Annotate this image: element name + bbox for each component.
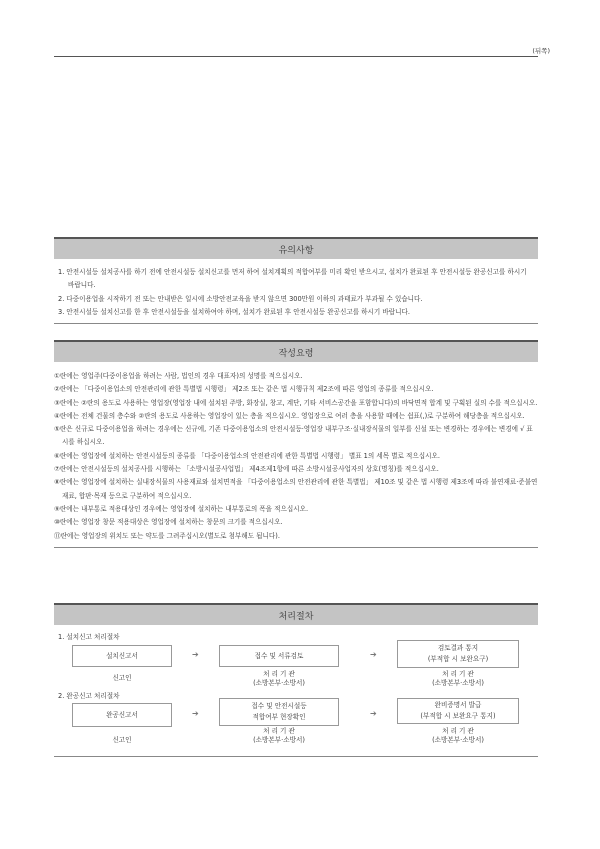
guide-item: ⑪란에는 영업장의 위치도 또는 약도를 그려주십시오(별도로 첨부해도 됩니다). <box>54 531 280 540</box>
step-line: 적합여부 현장확인 <box>252 713 306 721</box>
step-caption: 처 리 기 관 (소방본부·소방서) <box>432 727 484 744</box>
guide-item: ⑥란에는 영업장에 설치하는 안전시설등의 종류를 「다중이용업소의 안전관리에 관한 특별법 시행령」 별표 1의 세목 별로 적으십시오. <box>54 451 440 460</box>
flow-step-box <box>72 645 172 667</box>
notice-title: 유의사항 <box>54 237 538 259</box>
guide-item: ④란에는 전체 건물의 층수와 ②란의 용도로 사용하는 영업장이 있는 층을 적으십시오. 영업장으로 여러 층을 사용할 때에는 쉼표(,)로 구분하여 해당층을 적으십시오. <box>54 411 525 420</box>
page-side-label: (뒤쪽) <box>532 47 550 55</box>
step-caption: 처 리 기 관 (소방본부·소방서) <box>253 727 305 744</box>
arrow-right-icon: ➔ <box>370 650 377 659</box>
notice-divider <box>54 323 538 324</box>
procedure-title: 처리절차 <box>54 603 538 625</box>
arrow-right-icon: ➔ <box>192 650 199 659</box>
step-caption: 신고인 <box>112 736 132 744</box>
step-line: 설치신고서 <box>106 651 138 660</box>
flow-title-completion: 2. 완공신고 처리절차 <box>58 692 120 700</box>
guide-item: ②란에는 「다중이용업소의 안전관리에 관한 특별법 시행령」 제2조 또는 같은 법 시행규칙 제2조에 따른 영업의 종류를 적으십시오. <box>54 385 434 394</box>
guide-item: ⑤란은 신규로 다중이용업을 하려는 경우에는 신규에, 기존 다중이용업소의 안전시설등·영업장 내부구조·실내장식물의 일부를 신설 또는 변경하는 경우에는 변경에 √ 표시를 하십시오. <box>54 425 533 447</box>
flow-step-box <box>72 703 172 727</box>
flow-install <box>54 641 538 687</box>
arrow-right-icon: ➔ <box>192 709 199 718</box>
flow-step-box <box>219 645 339 667</box>
procedure-divider <box>54 756 538 757</box>
guide-item: ③란에는 ②란의 용도로 사용하는 영업장(영업장 내에 설치된 주방, 화장실, 창고, 계단, 기타 서비스공간을 포함합니다)의 바닥면적 합계 및 구획된 실의 수를 적으십시오. <box>54 398 538 407</box>
step-line: 완공신고서 <box>106 710 138 719</box>
guide-item: ⑦란에는 안전시설등의 설치공사를 시행하는 「소방시설공사업법」 제4조제1항에 따른 소방시설공사업자의 상호(명칭)를 적으십시오. <box>54 465 439 474</box>
step-line: 접수 및 서류검토 <box>254 651 304 660</box>
guide-title: 작성요령 <box>54 340 538 362</box>
guide-item: ⑧란에는 영업장에 설치하는 실내장식물의 사용재료와 설치면적을 「다중이용업소의 안전관리에 관한 특별법」 제10조 및 같은 법 시행령 제3조에 따라 불연재료·준불연재료, 합판·목재 등으로 구분하여 적으십시오. <box>54 478 538 500</box>
notice-item: 3. 안전시설등 설치신고를 한 후 안전시설등을 설치하여야 하며, 설치가 완료된 후 안전시설등 완공신고를 하시기 바랍니다. <box>58 307 410 316</box>
step-line: (부적합 시 보완요구 통지) <box>420 712 496 720</box>
notice-section <box>54 237 538 324</box>
guide-divider <box>54 547 538 548</box>
notice-item: 2. 다중이용업을 시작하기 전 또는 안내받은 일시에 소방안전교육을 받지 않으면 300만원 이하의 과태료가 부과될 수 있습니다. <box>58 294 423 303</box>
guide-item: ⑩란에는 영업장 창문 적용대상은 영업장에 설치하는 창문의 크기를 적으십시오. <box>54 518 283 527</box>
flow-completion <box>54 700 538 750</box>
procedure-section <box>54 603 538 757</box>
notice-item: 1. 안전시설등 설치공사를 하기 전에 안전시설등 설치신고를 먼저 하여 설치계획의 적합여부를 미리 확인 받으시고, 설치가 완료된 후 안전시설등 완공신고를 하시기 바랍니다. <box>58 268 527 290</box>
flow-step-box <box>397 698 519 724</box>
guide-section <box>54 340 538 548</box>
step-caption: 신고인 <box>112 674 132 682</box>
step-caption: 처 리 기 관 (소방본부·소방서) <box>253 670 305 687</box>
top-rule <box>54 56 538 57</box>
flow-step-box <box>397 640 519 668</box>
flow-step-box <box>219 698 339 726</box>
step-line: 완비증명서 발급 <box>434 701 482 709</box>
arrow-right-icon: ➔ <box>370 709 377 718</box>
step-line: 검토결과 통지 <box>437 644 479 652</box>
step-line: (부적합 시 보완요구) <box>427 655 489 663</box>
step-caption: 처 리 기 관 (소방본부·소방서) <box>432 670 484 687</box>
step-line: 접수 및 안전시설등 <box>251 702 307 710</box>
guide-item: ①란에는 영업주(다중이용업을 하려는 사람, 법인의 경우 대표자)의 성명를 적으십시오. <box>54 372 303 380</box>
flow-title-install: 1. 설치신고 처리절차 <box>58 633 120 641</box>
guide-item: ⑨란에는 내부통로 적용대상인 경우에는 영업장에 설치하는 내부통로의 폭을 적으십시오. <box>54 504 309 513</box>
notice-list <box>54 259 538 323</box>
guide-list <box>54 362 538 547</box>
